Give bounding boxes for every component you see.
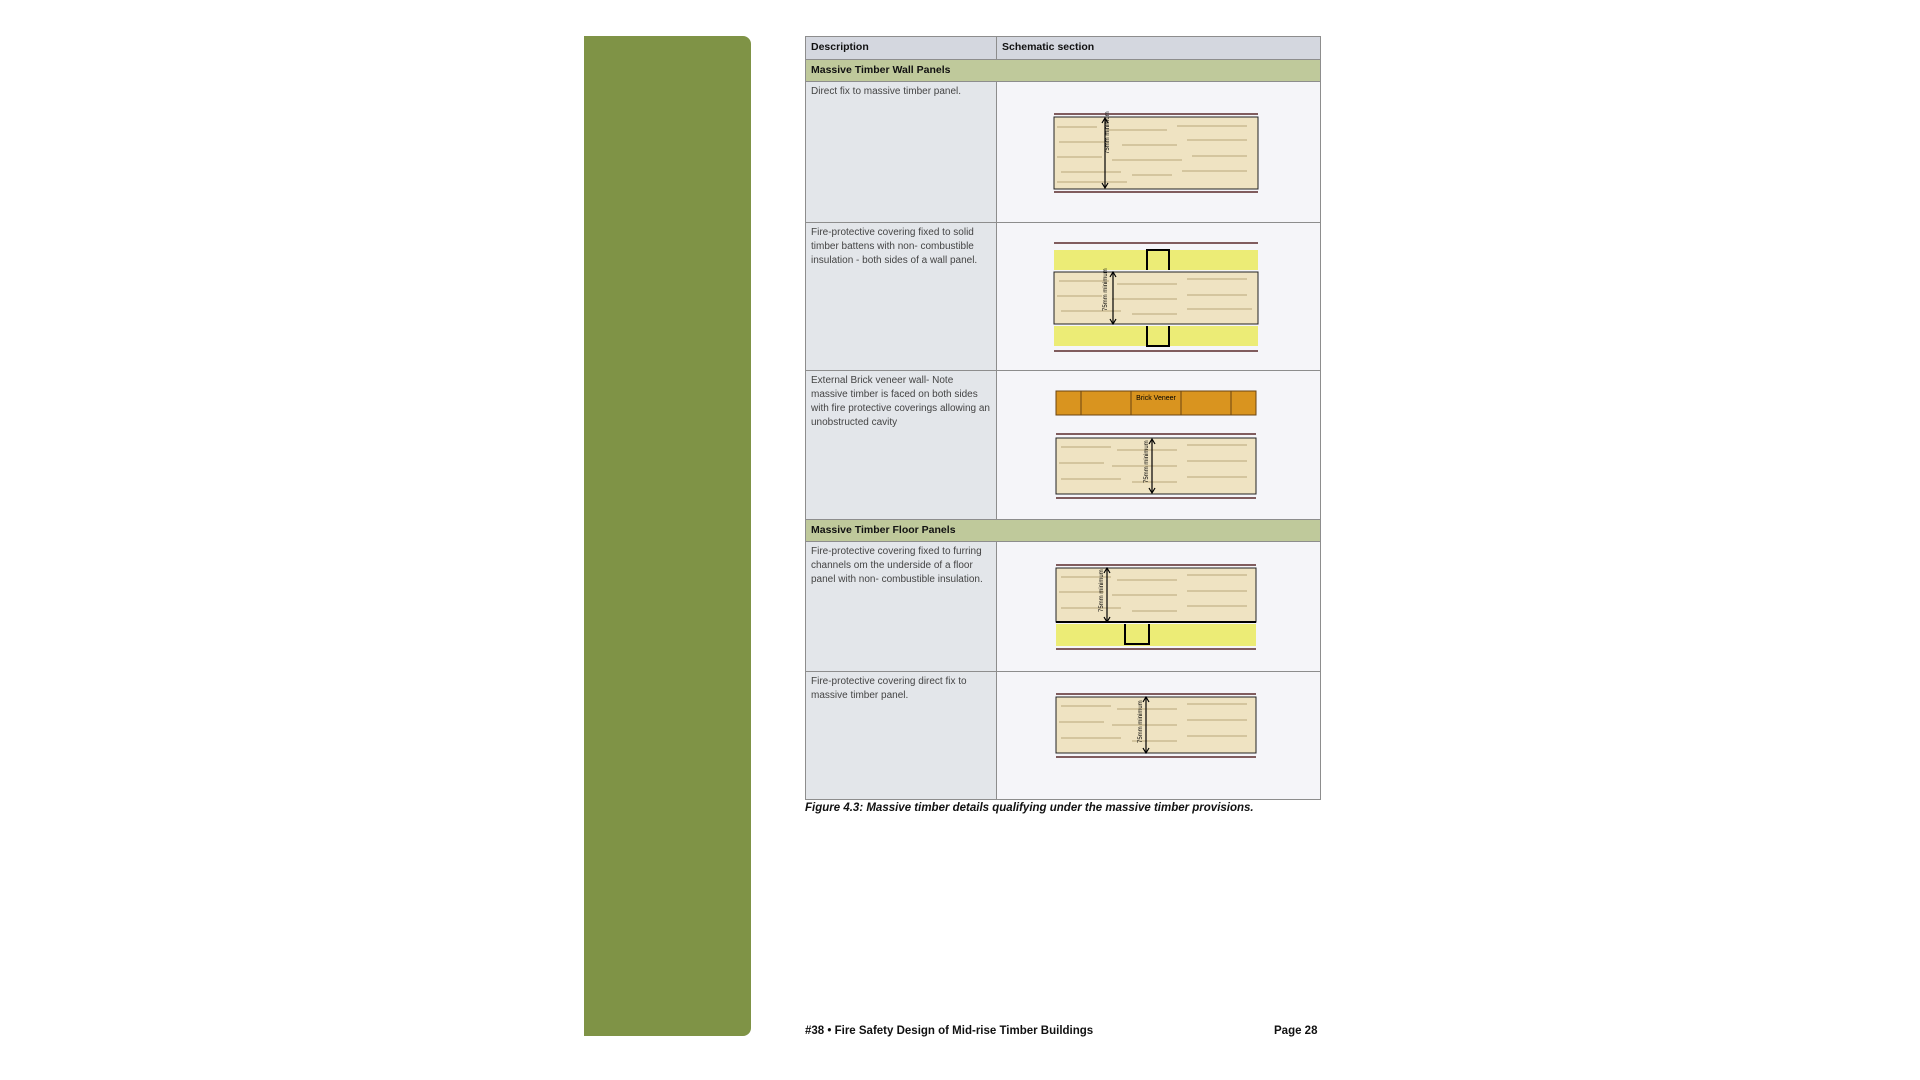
header-description: Description xyxy=(806,37,997,59)
schematic-brick-veneer xyxy=(997,371,1321,519)
schematic-direct-fix-wall xyxy=(997,82,1321,222)
insulation-layer xyxy=(1054,250,1258,270)
section-wall-panels: Massive Timber Wall Panels xyxy=(806,60,1320,82)
timber-panel xyxy=(1054,272,1258,324)
figure-caption: Figure 4.3: Massive timber details qualifying under the massive timber provisions. xyxy=(805,802,1254,814)
table-row xyxy=(806,82,1320,223)
section-floor-panels: Massive Timber Floor Panels xyxy=(806,520,1320,542)
footer-title: #38 • Fire Safety Design of Mid-rise Timber Buildings xyxy=(805,1025,1094,1037)
timber-details-table xyxy=(805,36,1321,800)
dimension-label: 75mm minimum xyxy=(1103,268,1109,311)
dimension-label: 75mm minimum xyxy=(1105,111,1111,154)
schematic-cell xyxy=(997,223,1320,370)
insulation-layer xyxy=(1056,624,1256,646)
dimension-label: 75mm minimum xyxy=(1099,569,1105,612)
row-description: Fire-protective covering fixed to solid timber battens with non- combustible insulation - both sides of a wall panel. xyxy=(806,223,997,370)
row-description: Fire-protective covering fixed to furring channels om the underside of a floor panel with non- combustible insulation. xyxy=(806,542,997,671)
table-header xyxy=(806,37,1320,60)
schematic-cell xyxy=(997,82,1320,222)
table-row xyxy=(806,371,1320,520)
dimension-label: 75mm minimum xyxy=(1144,440,1150,483)
schematic-cell xyxy=(997,542,1320,671)
table-row xyxy=(806,542,1320,672)
schematic-cell xyxy=(997,371,1320,519)
sidebar-band xyxy=(584,36,751,1036)
header-schematic: Schematic section xyxy=(1002,41,1095,53)
brick-label: Brick Veneer xyxy=(1136,395,1176,402)
table-row xyxy=(806,672,1320,799)
row-description: Fire-protective covering direct fix to massive timber panel. xyxy=(806,672,997,799)
row-description: External Brick veneer wall- Note massive timber is faced on both sides with fire protective coverings allowing an unobstructed cavity xyxy=(806,371,997,519)
insulation-layer xyxy=(1054,326,1258,346)
dimension-label: 75mm minimum xyxy=(1138,700,1144,743)
table-row xyxy=(806,223,1320,371)
schematic-furring-floor xyxy=(997,542,1321,671)
schematic-direct-fix-floor xyxy=(997,672,1321,799)
page-number: Page 28 xyxy=(1274,1025,1318,1037)
row-description: Direct fix to massive timber panel. xyxy=(806,82,997,222)
schematic-cell xyxy=(997,672,1320,799)
schematic-battens-wall xyxy=(997,223,1321,370)
timber-panel xyxy=(1054,117,1258,189)
